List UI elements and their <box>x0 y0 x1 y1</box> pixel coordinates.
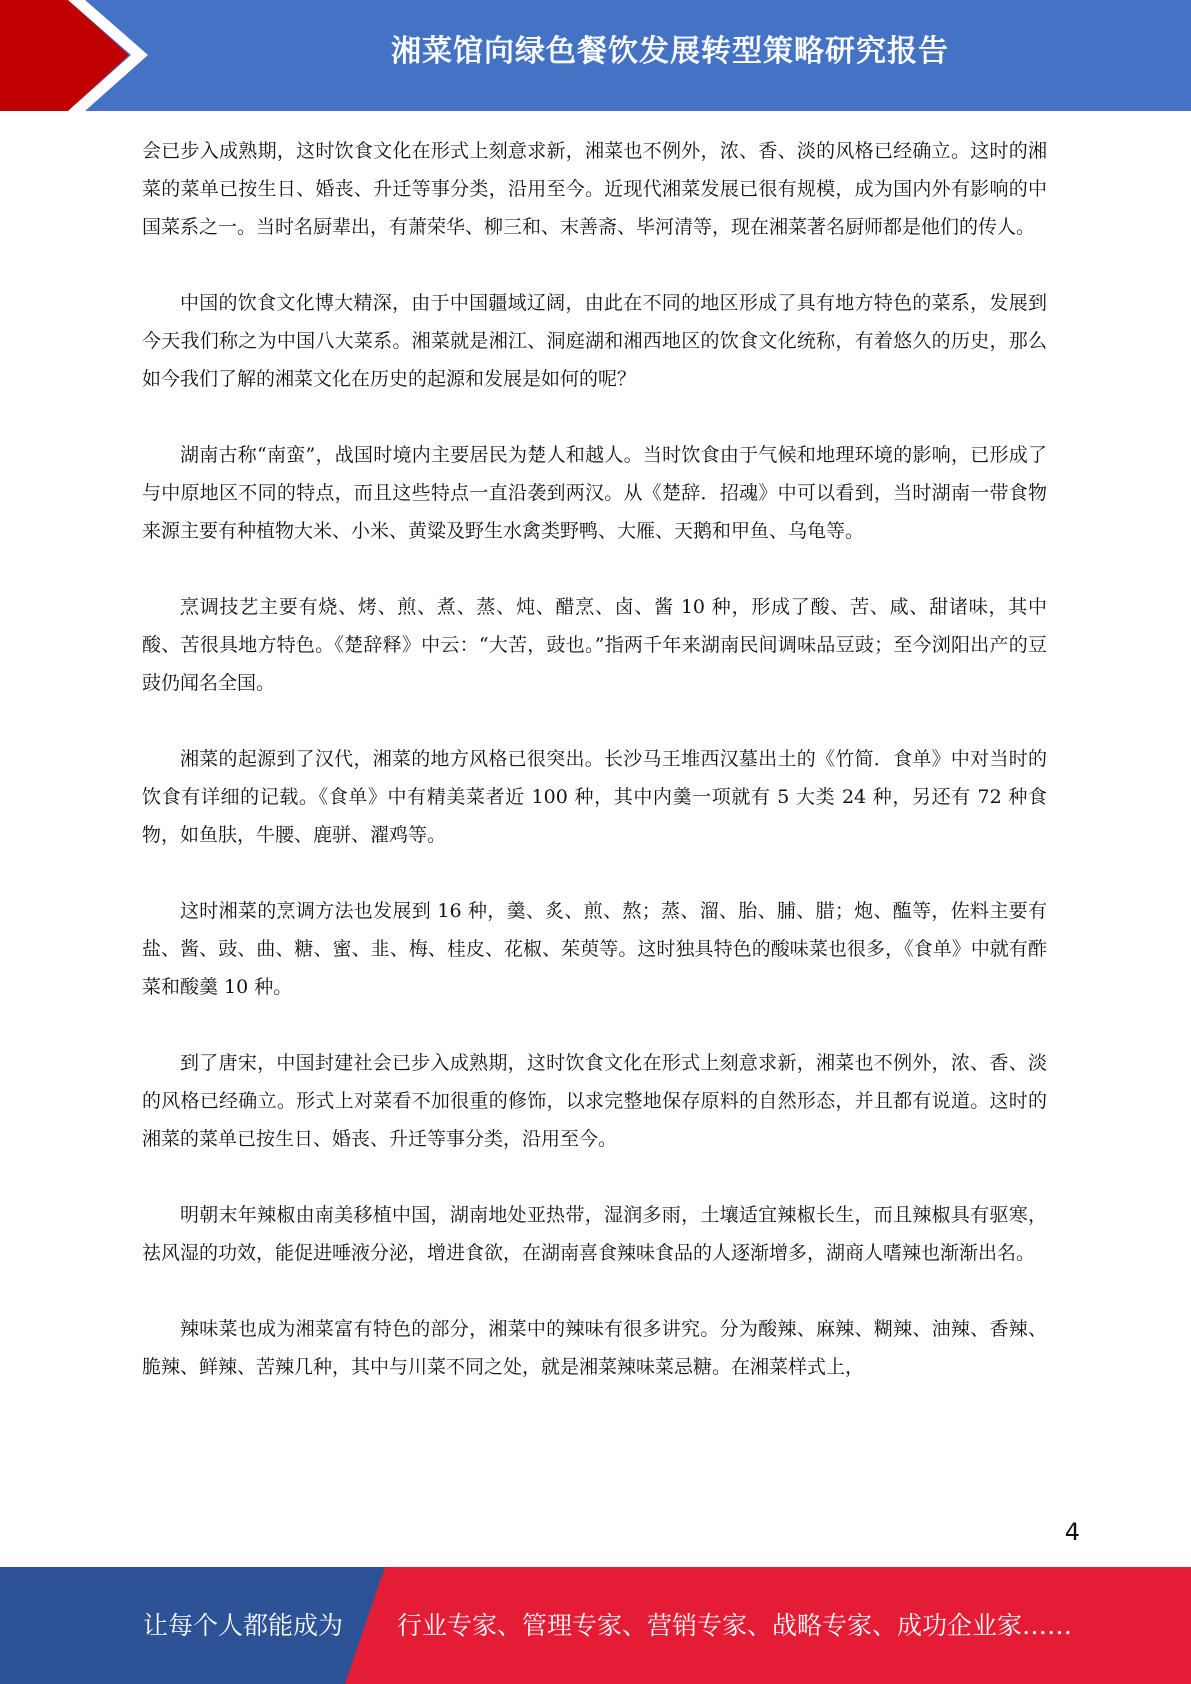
paragraph: 会已步入成熟期，这时饮食文化在形式上刻意求新，湘菜也不例外，浓、香、淡的风格已经确立。这时的湘菜的菜单已按生日、婚丧、升迁等事分类，沿用至今。近现代湘菜发展已很有规模，成为国内外有影响的中国菜系之一。当时名厨辈出，有萧荣华、柳三和、末善斋、毕河清等，现在湘菜著名厨师都是他们的传人。 <box>142 140 1047 238</box>
paragraph: 湘菜的起源到了汉代，湘菜的地方风格已很突出。长沙马王堆西汉墓出土的《竹简．食单》中对当时的饮食有详细的记载。《食单》中有精美菜者近 100 种，其中内羹一项就有 5 大类 24 种，另还有 72 种食物，如鱼肤，牛腰、鹿骈、濯鸡等。 <box>142 748 1047 846</box>
footer-slogan-left: 让每个人都能成为 <box>143 1611 344 1640</box>
page-header <box>0 0 1191 111</box>
paragraph: 明朝末年辣椒由南美移植中国，湖南地处亚热带，湿润多雨，土壤适宜辣椒长生，而且辣椒具有驱寒，祛风湿的功效，能促进唾液分泌，增进食欲，在湖南喜食辣味食品的人逐渐增多，湖商人嗜辣也渐渐出名。 <box>142 1204 1047 1264</box>
page-footer <box>0 1567 1191 1684</box>
paragraph: 辣味菜也成为湘菜富有特色的部分，湘菜中的辣味有很多讲究。分为酸辣、麻辣、糊辣、油辣、香辣、脆辣、鲜辣、苦辣几种，其中与川菜不同之处，就是湘菜辣味菜忌糖。在湘菜样式上， <box>142 1318 1047 1378</box>
page-number: 4 <box>1064 1518 1080 1546</box>
paragraph: 中国的饮食文化博大精深，由于中国疆域辽阔，由此在不同的地区形成了具有地方特色的菜系，发展到今天我们称之为中国八大菜系。湘菜就是湘江、洞庭湖和湘西地区的饮食文化统称，有着悠久的历史，那么如今我们了解的湘菜文化在历史的起源和发展是如何的呢？ <box>142 292 1047 390</box>
report-title: 湘菜馆向绿色餐饮发展转型策略研究报告 <box>391 34 949 69</box>
footer-slogan-right: 行业专家、管理专家、营销专家、战略专家、成功企业家…… <box>397 1611 1073 1640</box>
header-red-arrow-shape <box>0 0 150 111</box>
paragraph: 到了唐宋，中国封建社会已步入成熟期，这时饮食文化在形式上刻意求新，湘菜也不例外，浓、香、淡的风格已经确立。形式上对菜看不加很重的修饰，以求完整地保存原料的自然形态，并且都有说道。这时的湘菜的菜单已按生日、婚丧、升迁等事分类，沿用至今。 <box>142 1052 1047 1150</box>
paragraph: 湖南古称“南蛮”，战国时境内主要居民为楚人和越人。当时饮食由于气候和地理环境的影响，已形成了与中原地区不同的特点，而且这些特点一直沿袭到两汉。从《楚辞．招魂》中可以看到，当时湖南一带食物来源主要有种植物大米、小米、黄粱及野生水禽类野鸭、大雁、天鹅和甲鱼、乌龟等。 <box>142 444 1047 542</box>
report-body <box>142 132 1047 1424</box>
paragraph: 这时湘菜的烹调方法也发展到 16 种，羹、炙、煎、熬；蒸、溜、胎、脯、腊；炮、醢等，佐料主要有盐、酱、豉、曲、糖、蜜、韭、梅、桂皮、花椒、茱萸等。这时独具特色的酸味菜也很多，《食单》中就有酢菜和酸羹 10 种。 <box>142 900 1047 998</box>
paragraph: 烹调技艺主要有烧、烤、煎、煮、蒸、炖、醋烹、卤、酱 10 种，形成了酸、苦、咸、甜诸味，其中酸、苦很具地方特色。《楚辞释》中云：“大苦，豉也。”指两千年来湖南民间调味品豆豉；至今浏阳出产的豆豉仍闻名全国。 <box>142 596 1047 694</box>
